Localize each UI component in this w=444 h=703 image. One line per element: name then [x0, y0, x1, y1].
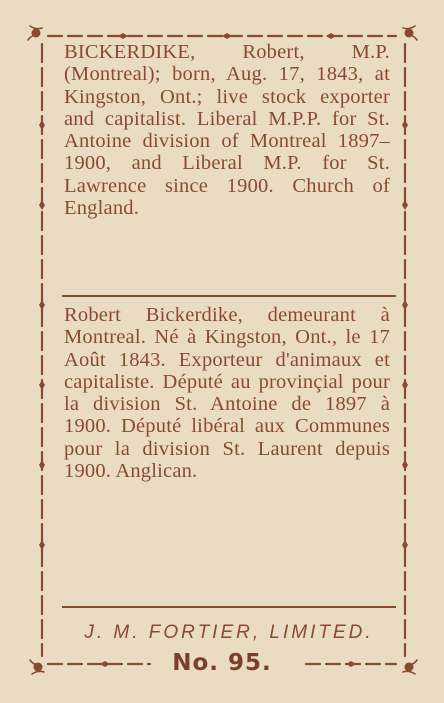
card-number: No. 95.: [172, 650, 272, 676]
english-biography: BICKERDIKE, Robert, M.P. (Montreal); born, Aug. 17, 1843, at Kingston, Ont.; live stock exporter and capitalist. Liberal M.P.P. for St. Antoine division of Montreal 1897–1900, and Liberal M.P. for St. Lawrence since 1900. Church of England.: [64, 41, 390, 220]
section-divider: [62, 295, 396, 297]
publisher-name: J. M. FORTIER, LIMITED.: [84, 622, 374, 643]
corner-ornament-tl: [28, 26, 42, 40]
french-biography: Robert Bickerdike, demeurant à Montreal. Né à Kingston, Ont., le 17 Août 1843. Exporteur d'animaux et capitaliste. Député au provinçial pour la division St. Antoine de 1897 à 1900. Député libéral aux Communes pour la division St. Laurent depuis 1900. Anglican.: [64, 304, 390, 483]
footer-divider: [62, 606, 396, 608]
corner-ornament-tr: [403, 26, 417, 40]
